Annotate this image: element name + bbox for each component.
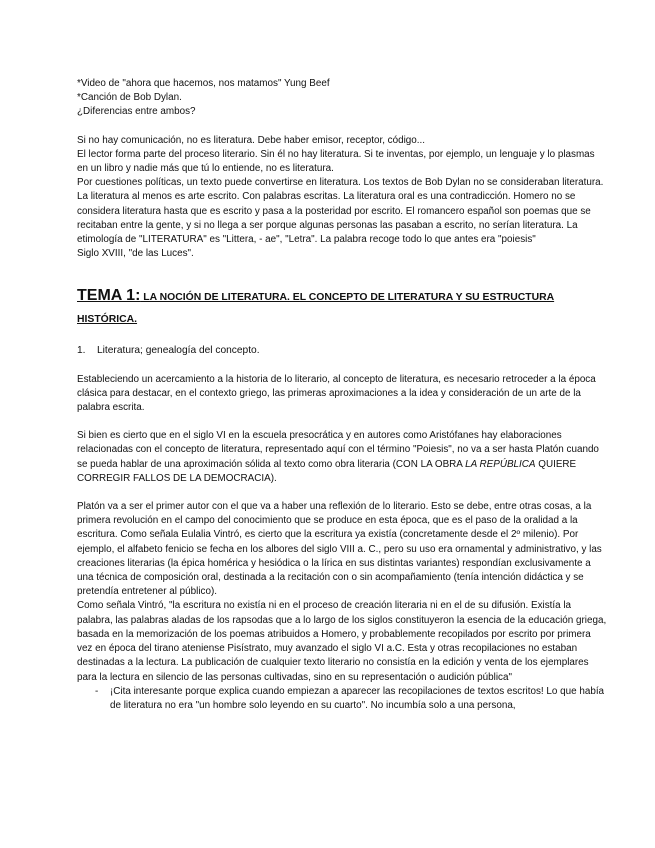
spacer — [77, 359, 607, 373]
poiesis-text-after: QUIERE CORREGIR FALLOS DE LA DEMOCRACIA). — [77, 458, 577, 484]
spacer — [77, 261, 607, 275]
bullet-text: ¡Cita interesante porque explica cuando empiezan a aparecer las recopilaciones de textos escritos! Lo que había de literatura no era "un hombre solo leyendo en su cuarto". No incumbía solo a una persona, — [110, 685, 605, 711]
section-title: Literatura; genealogía del concepto. — [97, 345, 260, 357]
topic-heading — [77, 286, 607, 330]
note-reader: El lector forma parte del proceso literario. Sin él no hay literatura. Si te inventas, por ejemplo, un lenguaje y lo plasmas en un libro y nadie más que tú lo entiende, no es literatura. — [77, 148, 595, 175]
bullet-note — [77, 685, 607, 713]
republic-title: LA REPÚBLICA — [465, 458, 536, 470]
spacer — [77, 486, 607, 500]
section-heading — [77, 344, 607, 358]
spacer — [77, 415, 607, 429]
body-paragraph-poiesis — [77, 429, 607, 486]
body-paragraph-vintro-quote: Como señala Vintró, "la escritura no existía ni en el proceso de creación literaria ni en el de su difusión. Existía la palabra, las palabras aladas de los rapsodas que a lo largo de los siglos constituyeron la esencia de la educación griega, basada en la memorización de los poemas atribuidos a Homero, y probablemente recopilados por escrito por primera vez en época del tirano ateniense Pisístrato, muy avanzado el siglo VI a.C. Esta y otras recopilaciones no estaban destinadas a la lectura. La publicación de cualquier texto literario no consistía en la edición y venta de los ejemplares para la lectura en silencio de las personas cultivadas, sino en su representación o audición pública" — [77, 600, 607, 683]
note-century: Siglo XVIII, "de las Luces". — [77, 248, 194, 260]
body-paragraph-plato: Platón va a ser el primer autor con el que va a haber una reflexión de lo literario. Esto se debe, entre otras cosas, a la primera revolución en el campo del conocimiento que se produce en esta época, que es el paso de la oralidad a la escritura. Como señala Eulalia Vintró, es cierto que la escritura ya existía (concretamente desde el 2º milenio). Por ejemplo, el alfabeto fenicio se fecha en los albores del siglo VIII a. C., pero su uso era ornamental y administrativo, y las creaciones literarias (la épica homérica y hesiódica o la lírica en sus distintas variantes) respondían exclusivamente a una técnica de composición oral, destinada a la recitación con o sin acompañamiento (tenía intención didáctica y se pretendía entretener al público). — [77, 501, 602, 598]
topic-title: LA NOCIÓN DE LITERATURA. EL CONCEPTO DE LITERATURA Y SU ESTRUCTURA HISTÓRICA. — [77, 292, 555, 326]
note-written-art: La literatura al menos es arte escrito. Con palabras escritas. La literatura oral es una contradicción. Homero no se considera literatura hasta que es escrito y pasa a la posteridad por escrito. El romancero español son poemas que se recitaban entre la gente, y si no llega a ser porque algunas personas las pasaban a escrito, no serían literatura. La etimología de "LITERATURA" es "Littera, - ae", "Letra". La palabra recoge todo lo que antes era "poiesis" — [77, 191, 591, 246]
topic-number: TEMA 1: — [77, 287, 141, 305]
spacer — [77, 330, 607, 344]
note-politics: Por cuestiones políticas, un texto puede convertirse en literatura. Los textos de Bob Dylan no se consideraban literatura. — [77, 177, 604, 189]
section-number: 1. — [77, 345, 86, 357]
intro-line-song: *Canción de Bob Dylan. — [77, 92, 182, 104]
intro-line-question: ¿Diferencias entre ambos? — [77, 106, 196, 118]
body-paragraph-classical: Estableciendo un acercamiento a la historia de lo literario, al concepto de literatura, es necesario retroceder a la época clásica para destacar, en el contexto griego, las primeras aproximaciones a la idea y consideración de un arte de la palabra escrita. — [77, 373, 596, 414]
poiesis-text-before: Si bien es cierto que en el siglo VI en la escuela presocrática y en autores como Aristófanes hay elaboraciones relacionadas con el concepto de literatura, representado aquí con el término "Poiesis", no va a ser hasta Platón cuando se pueda hablar de una aproximación sólida al texto como obra literaria (CON LA OBRA — [77, 430, 599, 470]
note-communication: Si no hay comunicación, no es literatura. Debe haber emisor, receptor, código... — [77, 134, 426, 146]
document-page — [77, 77, 607, 713]
intro-line-video: *Video de "ahora que hacemos, nos matamos" Yung Beef — [77, 78, 330, 89]
spacer — [77, 120, 607, 134]
bullet-dash: - — [95, 685, 99, 697]
